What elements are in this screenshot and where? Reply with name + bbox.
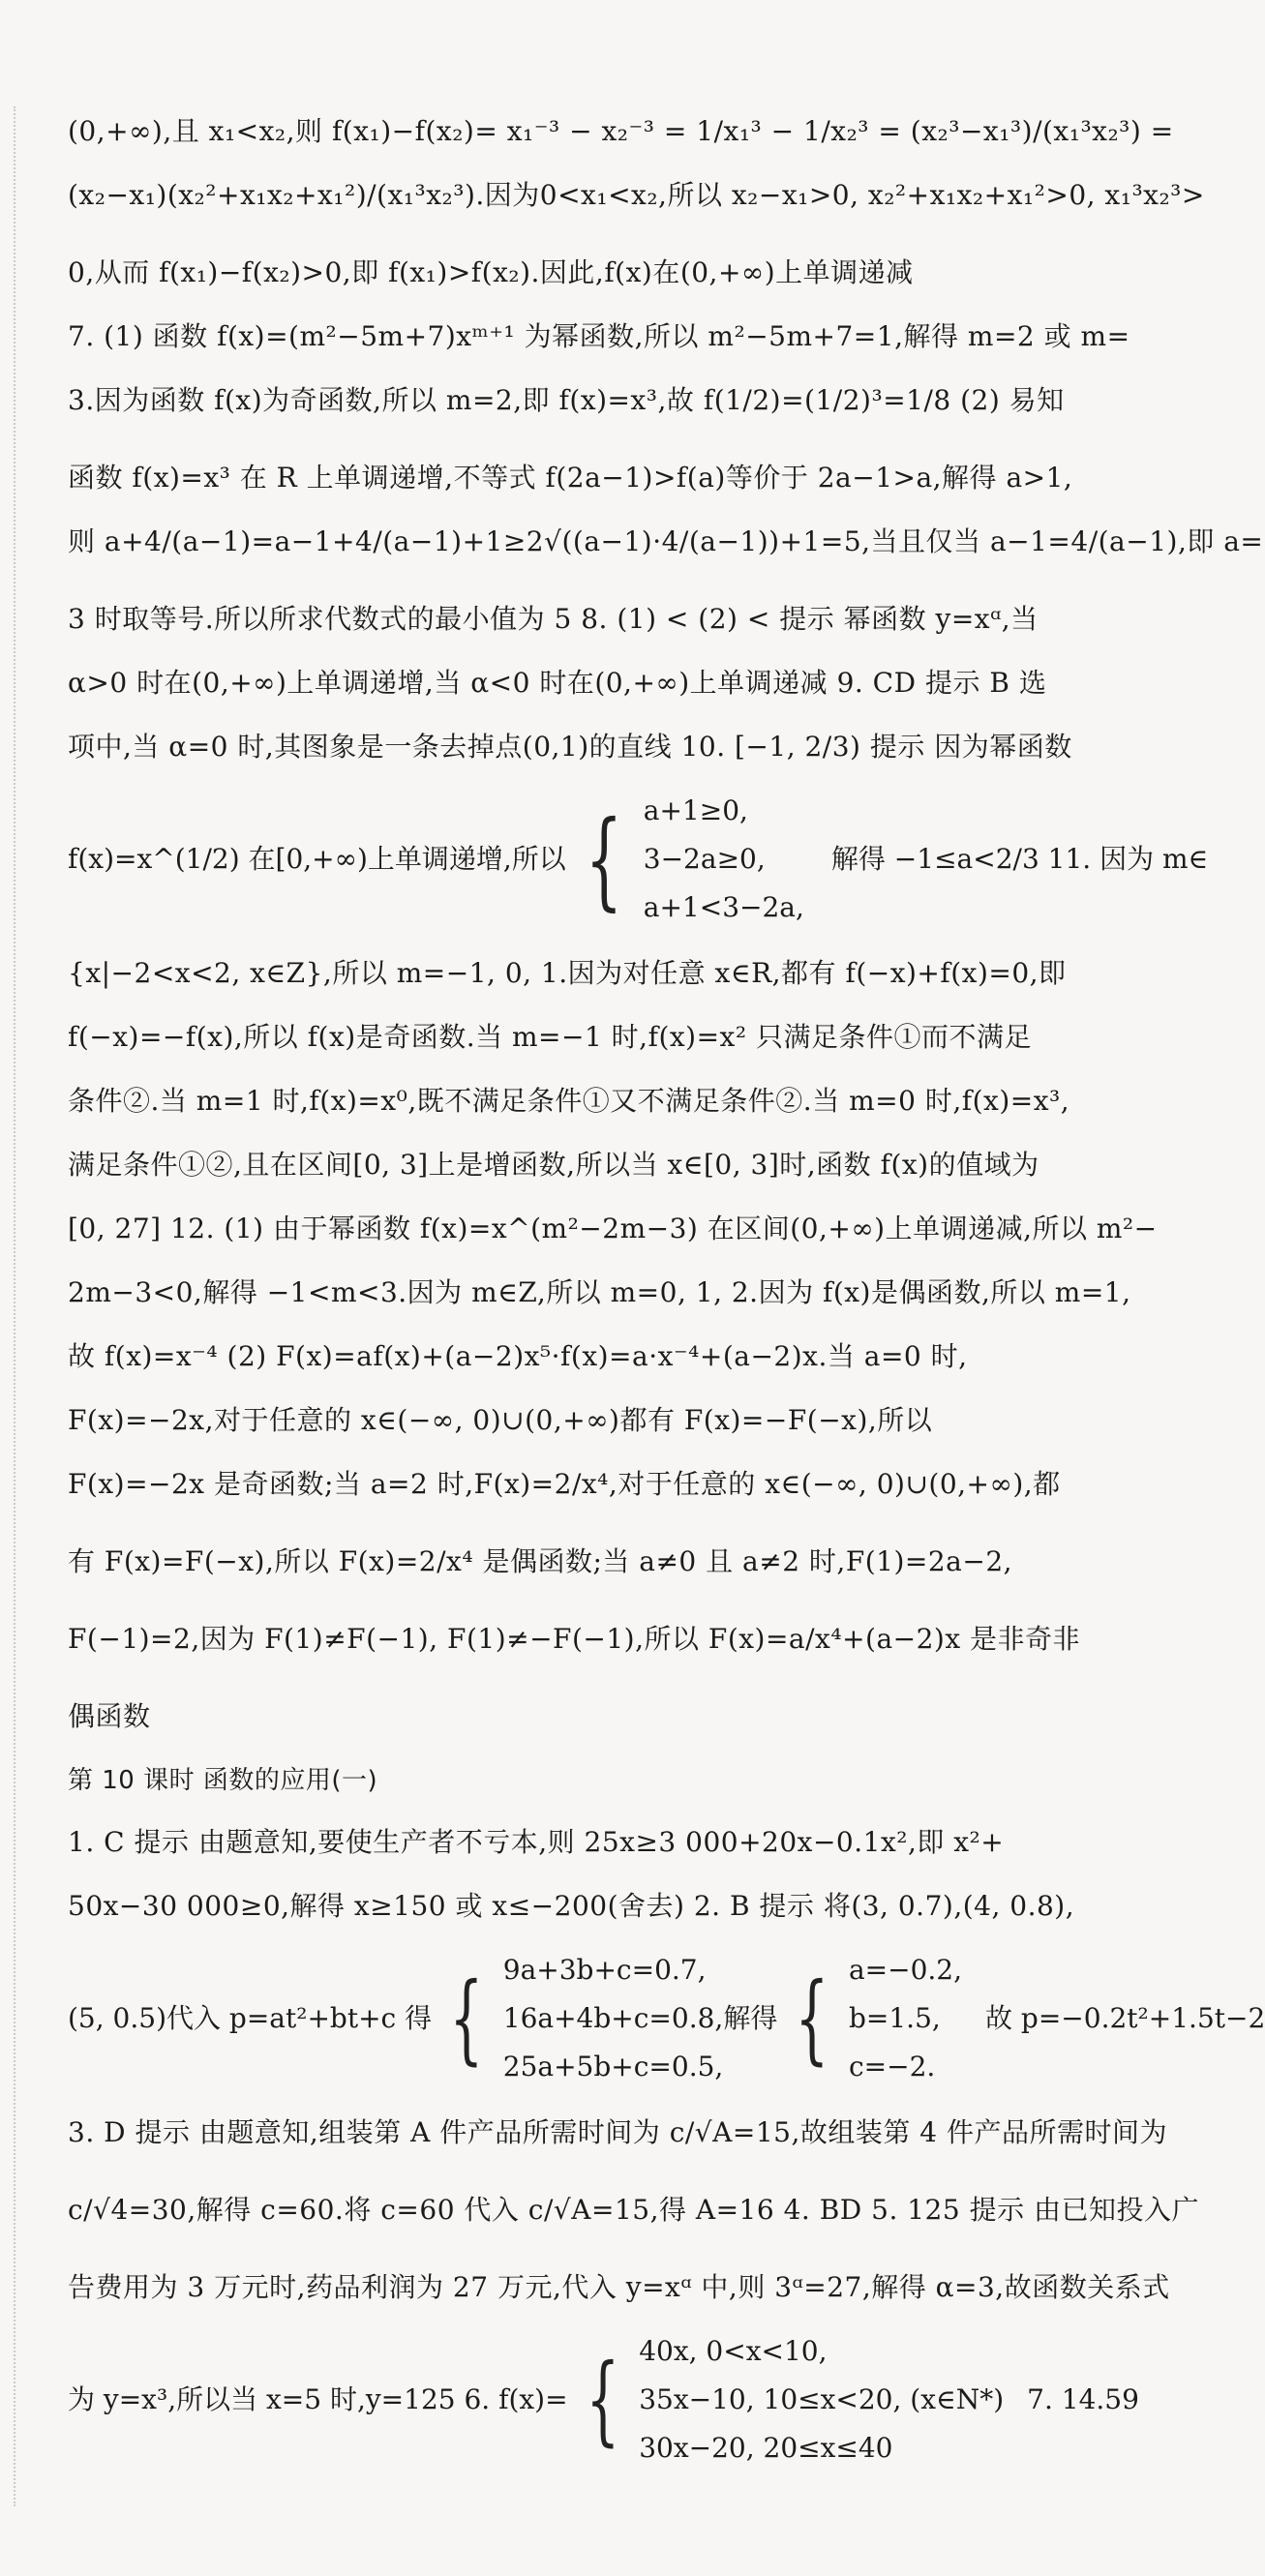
text-line: F(x)=−2x,对于任意的 x∈(−∞, 0)∪(0,+∞)都有 F(x)=−F(−x),所以 xyxy=(68,1404,933,1436)
text-line: 偶函数 xyxy=(68,1700,151,1732)
text-line: 满足条件①②,且在区间[0, 3]上是增函数,所以当 x∈[0, 3]时,函数 f(x)的值域为 xyxy=(68,1149,1039,1181)
text-line: 2m−3<0,解得 −1<m<3.因为 m∈Z,所以 m=0, 1, 2.因为 f(x)是偶函数,所以 m=1, xyxy=(68,1276,1131,1308)
piecewise-function-q6 xyxy=(68,2334,1160,2466)
left-brace: { xyxy=(795,1962,829,2075)
text-line: 3.因为函数 f(x)为奇函数,所以 m=2,即 f(x)=x³,故 f(1/2)=(1/2)³=1/8 (2) 易知 xyxy=(68,384,1065,416)
text-line: 告费用为 3 万元时,药品利润为 27 万元,代入 y=xᵅ 中,则 3ᵅ=27,解得 α=3,故函数关系式 xyxy=(68,2271,1170,2303)
text-line: 3 时取等号.所以所求代数式的最小值为 5 8. (1) < (2) < 提示 幂函数 y=xᵅ,当 xyxy=(68,603,1039,635)
text-line: 0,从而 f(x₁)−f(x₂)>0,即 f(x₁)>f(x₂).因此,f(x)在(0,+∞)上单调递减 xyxy=(68,256,914,288)
system-solution xyxy=(849,1953,962,2084)
text-line: 有 F(x)=F(−x),所以 F(x)=2/x⁴ 是偶函数;当 a≠0 且 a≠2 时,F(1)=2a−2, xyxy=(68,1545,1013,1577)
system-prefix: f(x)=x^(1/2) 在[0,+∞)上单调递增,所以 xyxy=(68,843,566,875)
system-cases xyxy=(503,1953,724,2084)
text-line: (0,+∞),且 x₁<x₂,则 f(x₁)−f(x₂)= x₁⁻³ − x₂⁻³ = 1/x₁³ − 1/x₂³ = (x₂³−x₁³)/(x₁³x₂³) = xyxy=(68,115,1174,147)
case-line: 40x, 0<x<10, xyxy=(639,2335,828,2367)
margin-dotted-line xyxy=(14,106,15,2506)
text-line: 项中,当 α=0 时,其图象是一条去掉点(0,1)的直线 10. [−1, 2/3) 提示 因为幂函数 xyxy=(68,731,1072,763)
text-line: 则 a+4/(a−1)=a−1+4/(a−1)+1≥2√((a−1)·4/(a−1))+1=5,当且仅当 a−1=4/(a−1),即 a= xyxy=(68,525,1264,557)
system-cases xyxy=(644,794,804,925)
system-suffix: 解得 −1≤a<2/3 11. 因为 m∈ xyxy=(830,843,1209,875)
text-line: 函数 f(x)=x³ 在 R 上单调递增,不等式 f(2a−1)>f(a)等价于 2a−1>a,解得 a>1, xyxy=(68,462,1073,494)
case-line: 35x−10, 10≤x<20, (x∈N*) xyxy=(639,2383,1005,2415)
case-line: 25a+5b+c=0.5, xyxy=(502,2051,724,2082)
case-line: c=−2. xyxy=(848,2051,936,2082)
case-line: a=−0.2, xyxy=(848,1954,963,1986)
case-line: a+1≥0, xyxy=(643,794,748,826)
text-line: F(−1)=2,因为 F(1)≠F(−1), F(1)≠−F(−1),所以 F(x)=a/x⁴+(a−2)x 是非奇非 xyxy=(68,1623,1081,1655)
case-line: a+1<3−2a, xyxy=(643,891,804,923)
text-line: 故 f(x)=x⁻⁴ (2) F(x)=af(x)+(a−2)x⁵·f(x)=a·x⁻⁴+(a−2)x.当 a=0 时, xyxy=(68,1340,968,1372)
text-line: [0, 27] 12. (1) 由于幂函数 f(x)=x^(m²−2m−3) 在区间(0,+∞)上单调递减,所以 m²− xyxy=(68,1213,1158,1244)
left-brace: { xyxy=(449,1962,484,2075)
case-line: 30x−20, 20≤x≤40 xyxy=(639,2432,893,2464)
left-brace: { xyxy=(585,797,623,921)
case-line: b=1.5, xyxy=(848,2002,941,2034)
case-line: 16a+4b+c=0.8, xyxy=(502,2002,724,2034)
text-line: 50x−30 000≥0,解得 x≥150 或 x≤−200(舍去) 2. B 提示 将(3, 0.7),(4, 0.8), xyxy=(68,1890,1075,1922)
system-middle: 解得 xyxy=(723,2002,778,2034)
text-line: 条件②.当 m=1 时,f(x)=x⁰,既不满足条件①又不满足条件②.当 m=0 时,f(x)=x³, xyxy=(68,1085,1070,1117)
text-line: α>0 时在(0,+∞)上单调递增,当 α<0 时在(0,+∞)上单调递减 9. CD 提示 B 选 xyxy=(68,667,1047,699)
left-brace: { xyxy=(585,2343,619,2456)
text-line: 3. D 提示 由题意知,组装第 A 件产品所需时间为 c/√A=15,故组装第 4 件产品所需时间为 xyxy=(68,2116,1167,2148)
system-prefix: 为 y=x³,所以当 x=5 时,y=125 6. f(x)= xyxy=(68,2383,568,2415)
case-line: 9a+3b+c=0.7, xyxy=(502,1954,707,1986)
system-prefix: (5, 0.5)代入 p=at²+bt+c 得 xyxy=(68,2002,433,2034)
text-line: F(x)=−2x 是奇函数;当 a=2 时,F(x)=2/x⁴,对于任意的 x∈(−∞, 0)∪(0,+∞),都 xyxy=(68,1468,1061,1500)
text-line: (x₂−x₁)(x₂²+x₁x₂+x₁²)/(x₁³x₂³).因为0<x₁<x₂,所以 x₂−x₁>0, x₂²+x₁x₂+x₁²>0, x₁³x₂³> xyxy=(68,179,1205,211)
piecewise-system-q10 xyxy=(68,794,1209,925)
answer-text-block xyxy=(68,114,1265,2497)
text-line: f(−x)=−f(x),所以 f(x)是奇函数.当 m=−1 时,f(x)=x² 只满足条件①而不满足 xyxy=(68,1021,1032,1053)
text-line: c/√4=30,解得 c=60.将 c=60 代入 c/√A=15,得 A=16 4. BD 5. 125 提示 由已知投入广 xyxy=(68,2194,1199,2226)
section-heading: 第 10 课时 函数的应用(一) xyxy=(68,1766,378,1795)
system-suffix: 7. 14.59 xyxy=(1027,2383,1139,2415)
case-line: 3−2a≥0, xyxy=(643,843,766,875)
text-line: {x|−2<x<2, x∈Z},所以 m=−1, 0, 1.因为对任意 x∈R,都有 f(−x)+f(x)=0,即 xyxy=(68,957,1067,989)
text-line: 1. C 提示 由题意知,要使生产者不亏本,则 25x≥3 000+20x−0.1x²,即 x²+ xyxy=(68,1826,1005,1858)
text-line: 7. (1) 函数 f(x)=(m²−5m+7)xᵐ⁺¹ 为幂函数,所以 m²−5m+7=1,解得 m=2 或 m= xyxy=(68,320,1130,352)
system-cases xyxy=(639,2334,1004,2466)
equation-system-q2 xyxy=(68,1953,1265,2084)
system-suffix: 故 p=−0.2t²+1.5t−2 xyxy=(985,2002,1265,2034)
